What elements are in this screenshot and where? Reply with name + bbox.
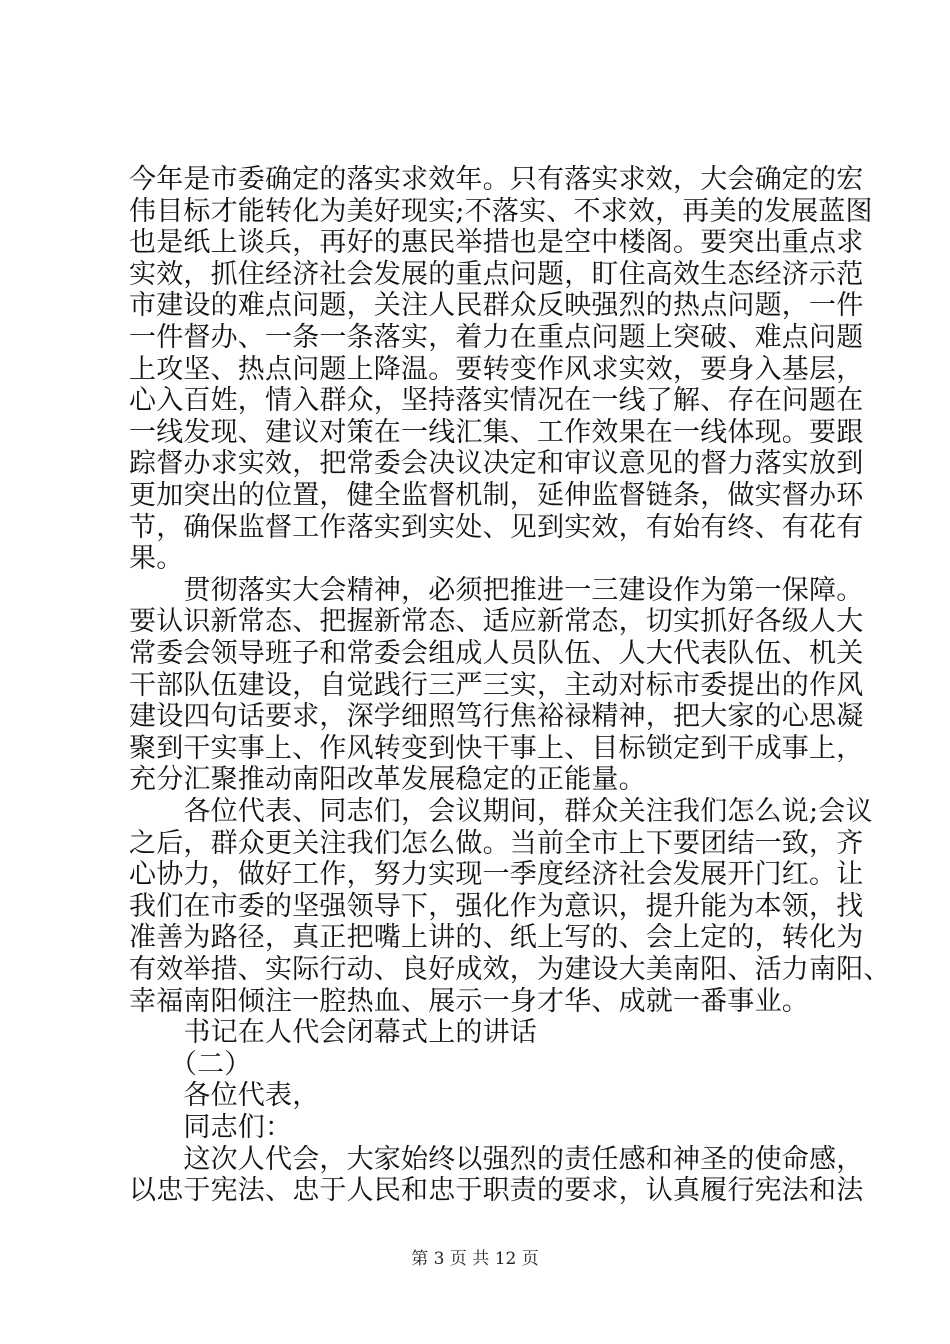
text-line: 幸福南阳倾注一腔热血、展示一身才华、成就一番事业。 bbox=[129, 985, 809, 1017]
text-line: 贯彻落实大会精神，必须把推进一三建设作为第一保障。 bbox=[129, 574, 864, 606]
text-line: 充分汇聚推动南阳改革发展稳定的正能量。 bbox=[129, 764, 646, 796]
text-line: 有效举措、实际行动、良好成效，为建设大美南阳、活力南阳、 bbox=[129, 954, 891, 985]
page-footer: 第 3 页 共 12 页 bbox=[411, 1249, 539, 1269]
text-line: 心协力，做好工作，努力实现一季度经济社会发展开门红。让 bbox=[129, 859, 864, 891]
text-line: 以忠于宪法、忠于人民和忠于职责的要求，认真履行宪法和法 bbox=[129, 1175, 864, 1207]
text-line: 同志们： bbox=[129, 1112, 293, 1143]
text-line: （二） bbox=[129, 1048, 252, 1080]
text-line: 常委会领导班子和常委会组成人员队伍、人大代表队伍、机关 bbox=[129, 638, 864, 669]
text-line: 果。 bbox=[129, 543, 184, 575]
text-line: 之后，群众更关注我们怎么做。当前全市上下要团结一致，齐 bbox=[129, 827, 864, 859]
text-line: 干部队伍建设，自觉践行三严三实，主动对标市委提出的作风 bbox=[129, 669, 864, 701]
text-line: 一线发现、建议对策在一线汇集、工作效果在一线体现。要跟 bbox=[129, 416, 864, 448]
text-line: 建设四句话要求，深学细照笃行焦裕禄精神，把大家的心思凝 bbox=[129, 701, 864, 733]
text-line: 节，确保监督工作落实到实处、见到实效，有始有终、有花有 bbox=[129, 511, 864, 543]
text-line: 聚到干实事上、作风转变到快干事上、目标锁定到干成事上， bbox=[129, 732, 864, 764]
text-line: 书记在人代会闭幕式上的讲话 bbox=[129, 1017, 537, 1049]
text-line: 踪督办求实效，把常委会决议决定和审议意见的督力落实放到 bbox=[129, 448, 864, 480]
text-line: 各位代表， bbox=[129, 1080, 320, 1112]
text-line: 上攻坚、热点问题上降温。要转变作风求实效，要身入基层， bbox=[129, 353, 864, 385]
text-line: 一件督办、一条一条落实，着力在重点问题上突破、难点问题 bbox=[129, 322, 864, 353]
text-line: 更加突出的位置，健全监督机制，延伸监督链条，做实督办环 bbox=[129, 480, 864, 511]
text-line: 市建设的难点问题，关注人民群众反映强烈的热点问题，一件 bbox=[129, 290, 864, 322]
text-line: 要认识新常态、把握新常态、适应新常态，切实抓好各级人大 bbox=[129, 606, 864, 638]
text-line: 今年是市委确定的落实求效年。只有落实求效，大会确定的宏 bbox=[129, 164, 864, 195]
text-line: 我们在市委的坚强领导下，强化作为意识，提升能为本领，找 bbox=[129, 890, 864, 922]
text-line: 心入百姓，情入群众，坚持落实情况在一线了解、存在问题在 bbox=[129, 385, 864, 417]
text-line: 实效，抓住经济社会发展的重点问题，盯住高效生态经济示范 bbox=[129, 258, 864, 290]
text-line: 准善为路径，真正把嘴上讲的、纸上写的、会上定的，转化为 bbox=[129, 922, 864, 954]
text-line: 这次人代会，大家始终以强烈的责任感和神圣的使命感， bbox=[129, 1143, 864, 1175]
text-line: 各位代表、同志们，会议期间，群众关注我们怎么说;会议 bbox=[129, 796, 873, 827]
text-line: 伟目标才能转化为美好现实;不落实、不求效，再美的发展蓝图 bbox=[129, 195, 873, 227]
text-line: 也是纸上谈兵，再好的惠民举措也是空中楼阁。要突出重点求 bbox=[129, 227, 864, 259]
